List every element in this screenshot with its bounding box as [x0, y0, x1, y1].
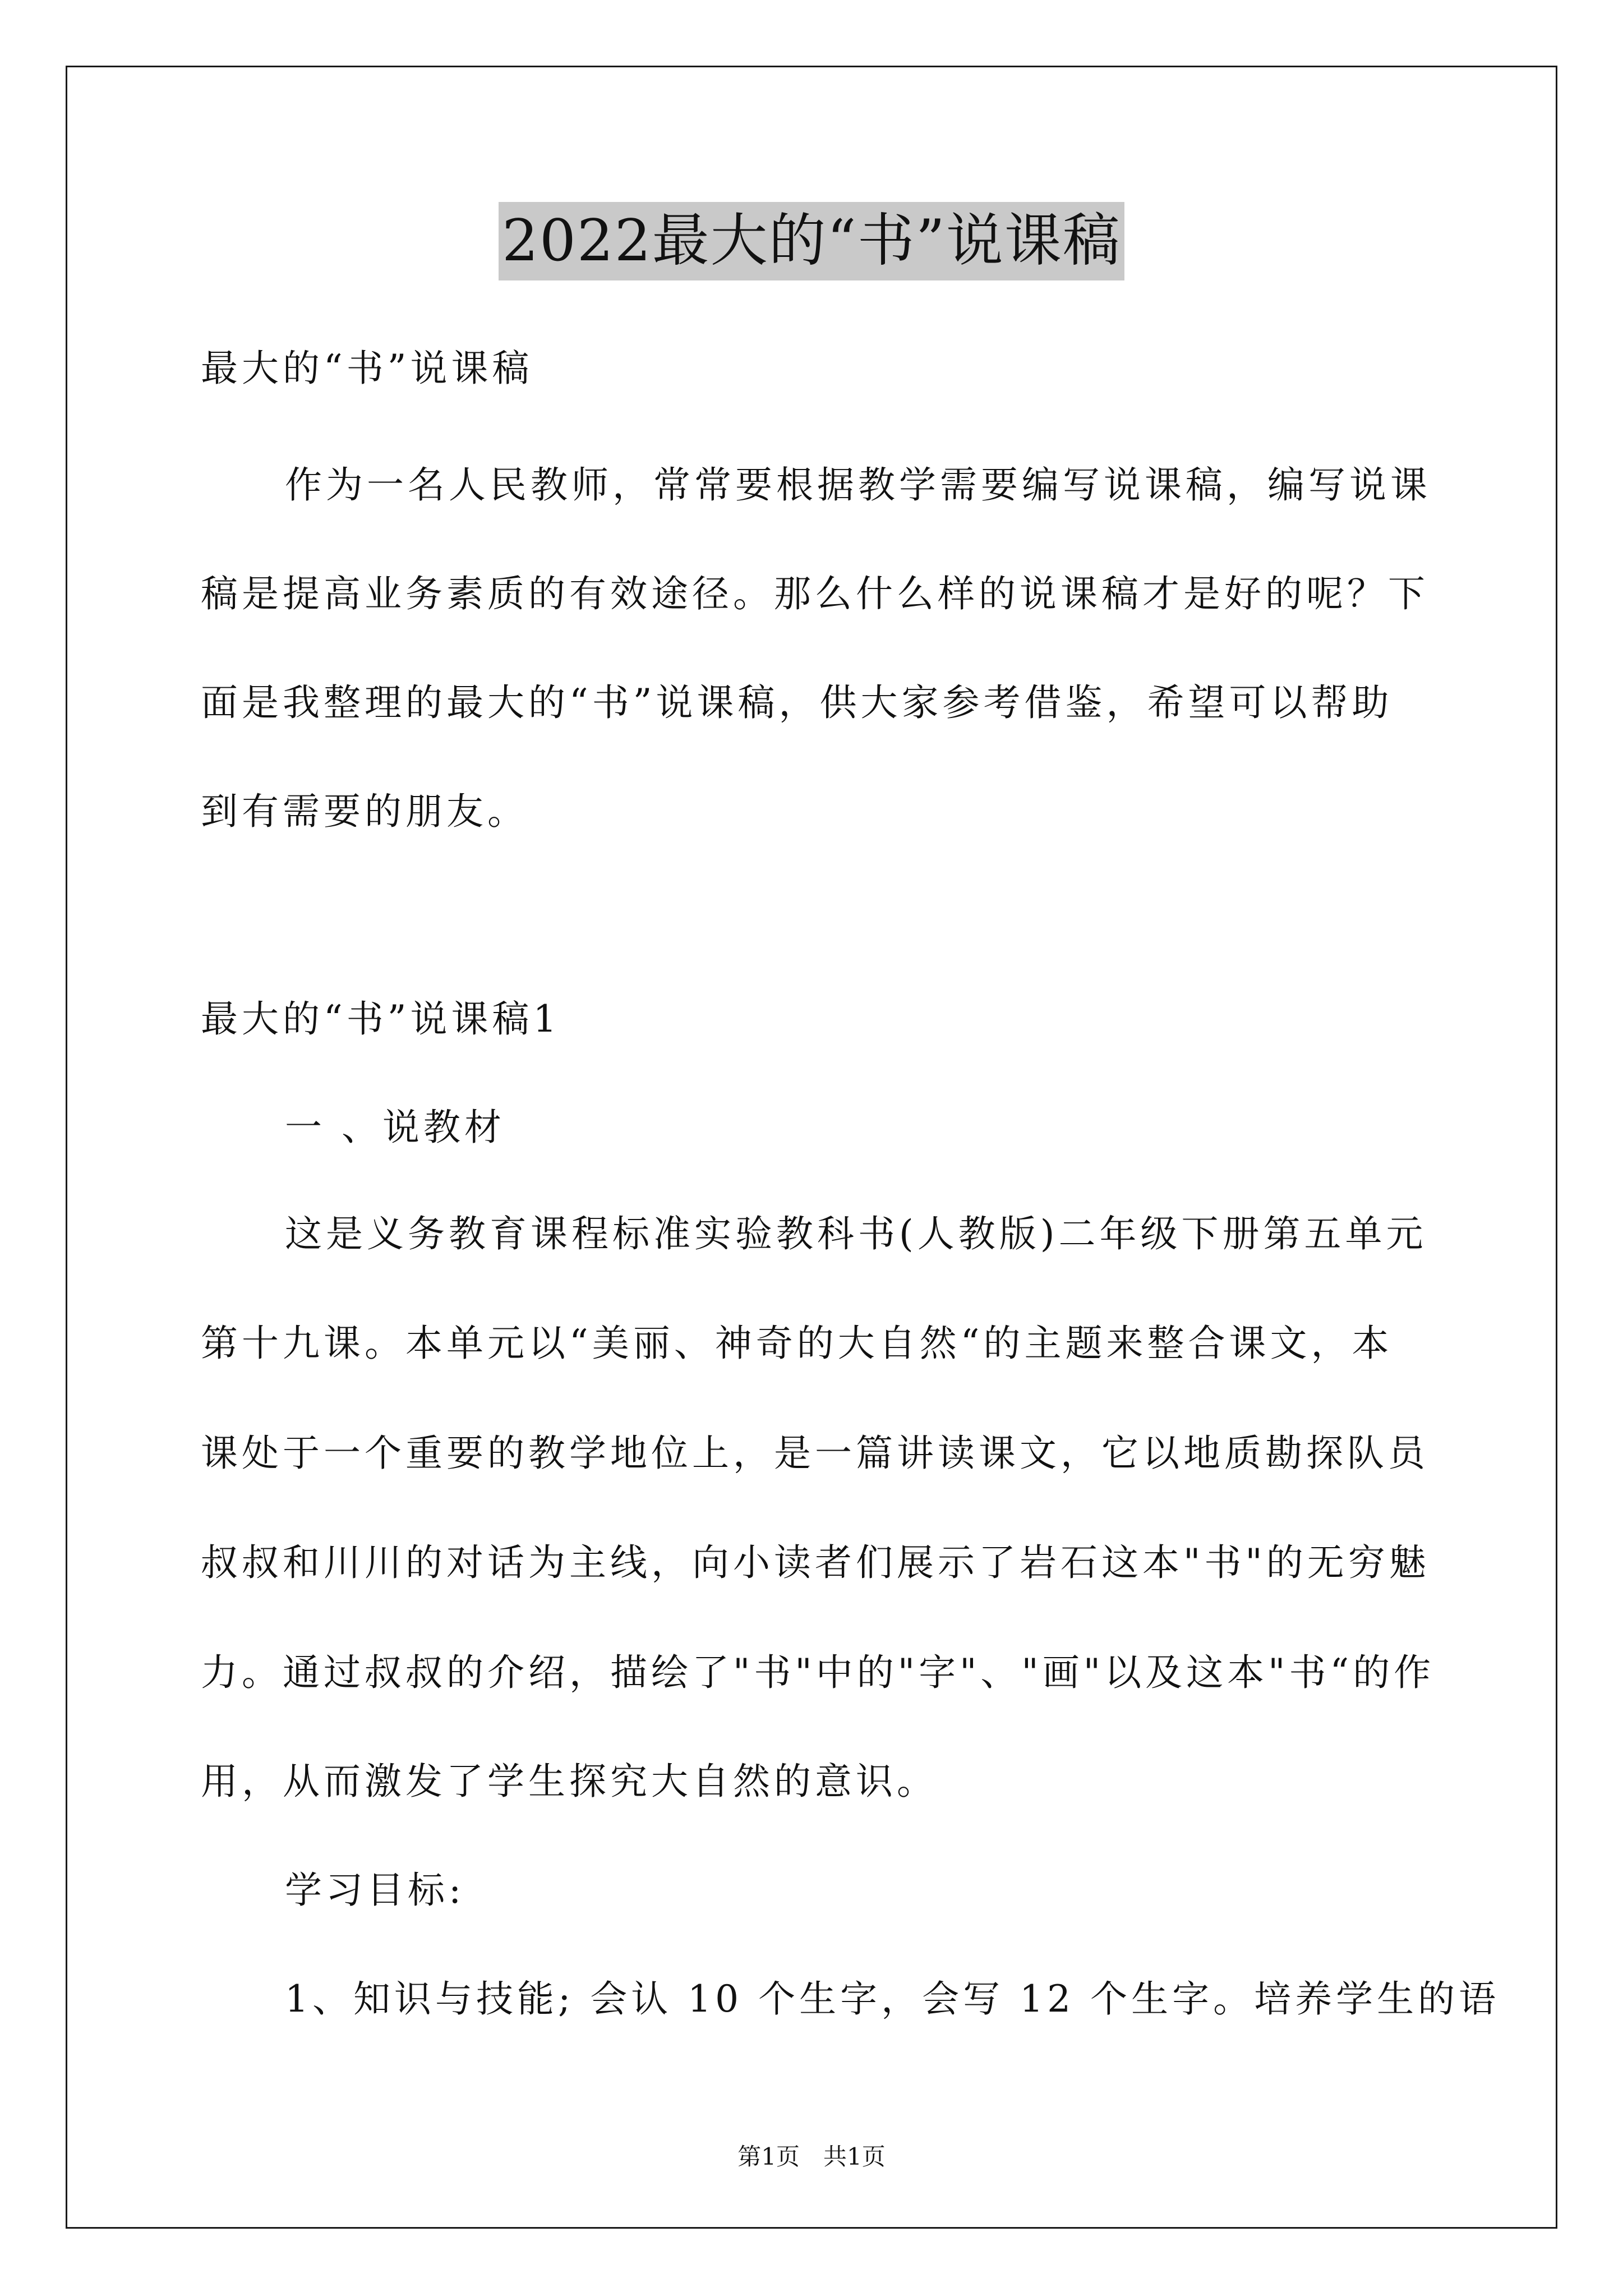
page-number-footer: 第1页 共1页: [737, 2143, 886, 2170]
section-heading: 最大的“书”说课稿1: [201, 997, 561, 1041]
material-line-1: 这是义务教育课程标准实验教科书(人教版)二年级下册第五单元: [285, 1212, 1427, 1255]
material-line-4: 叔叔和川川的对话为主线，向小读者们展示了岩石这本"书"的无穷魅: [201, 1541, 1430, 1584]
material-line-2: 第十九课。本单元以“美丽、神奇的大自然“的主题来整合课文，本: [201, 1322, 1393, 1365]
title-container: [0, 202, 1623, 280]
intro-line-3: 面是我整理的最大的“书”说课稿，供大家参考借鉴，希望可以帮助: [201, 681, 1393, 724]
material-line-3: 课处于一个重要的教学地位上，是一篇讲读课文，它以地质勘探队员: [201, 1432, 1429, 1475]
part-heading: 一 、说教材: [285, 1106, 505, 1149]
subtitle: 最大的“书”说课稿: [201, 347, 533, 390]
objective-line-1: 1、知识与技能; 会认 10 个生字，会写 12 个生字。培养学生的语: [285, 1977, 1500, 2021]
material-line-6: 用，从而激发了学生探究大自然的意识。: [201, 1760, 938, 1803]
document-title: 2022最大的“书”说课稿: [499, 202, 1124, 280]
material-line-5: 力。通过叔叔的介绍，描绘了"书"中的"字"、"画"以及这本"书“的作: [201, 1651, 1435, 1694]
intro-line-1: 作为一名人民教师，常常要根据教学需要编写说课稿，编写说课: [285, 463, 1431, 507]
intro-line-2: 稿是提高业务素质的有效途径。那么什么样的说课稿才是好的呢？下: [201, 572, 1429, 615]
objectives-heading: 学习目标:: [285, 1869, 465, 1912]
intro-line-4: 到有需要的朋友。: [201, 790, 528, 833]
